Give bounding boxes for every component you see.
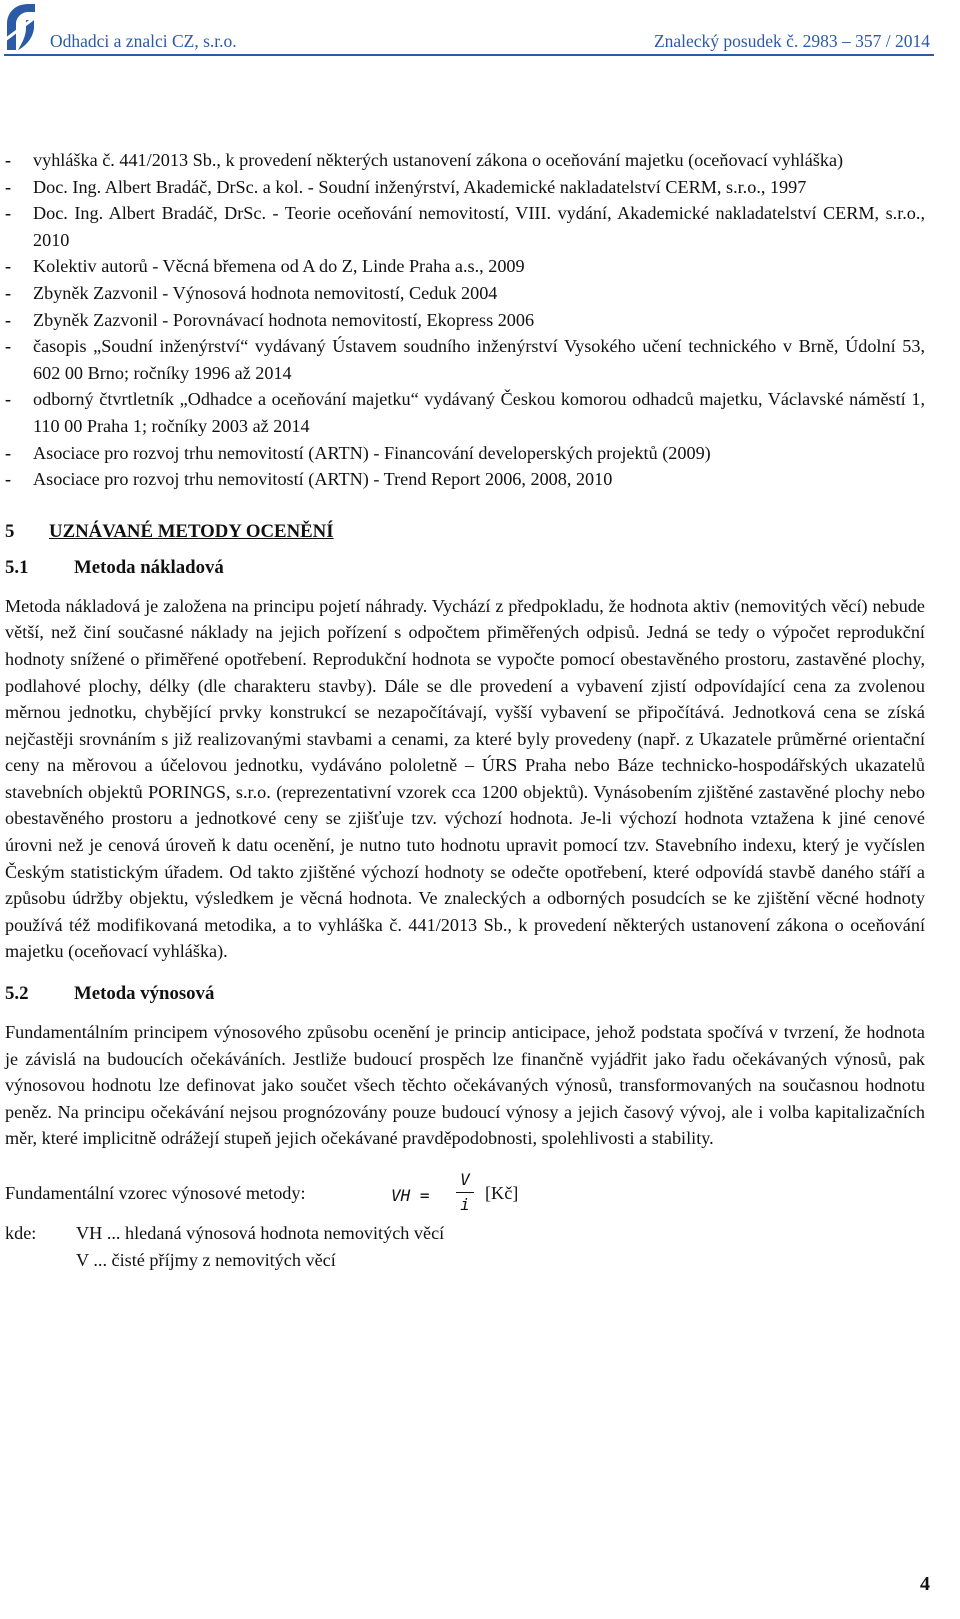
definition-row (5, 1247, 925, 1274)
cost-method-paragraph: Metoda nákladová je založena na principu pojetí náhrady. Vychází z předpokladu, že hodnota aktiv (nemovitých věcí) nebude větší, než činí současné náklady na jejich pořízení s odpočtem přiměřených odpisů. Jedná se tedy o výpočet reprodukční hodnoty snížené o přiměřené opotřebení. Reprodukční hodnota se vypočte pomocí obestavěného prostoru, zastavěné plochy, podlahové plochy, délky (dle charakteru stavby). Dále se dle provedení a vybavení zjistí odpovídající cena za zvolenou měrnou jednotku, chybějící prvky konstrukcí se nezapočítávají, vyšší vybavení se připočítává. Jednotková cena se získá nejčastěji srovnáním s již realizovanými stavbami a cenami, za které byly provedeny (např. z Ukazatele průměrné orientační ceny na měrovou a účelovou jednotku, vydáváno pololetně – ÚRS Praha nebo Báze technicko-hospodářských ukazatelů stavebních objektů PORINGS, s.r.o. (reprezentativní vzorek cca 1200 objektů). Vynásobením zjištěné zastavěné plochy nebo obestavěného prostoru a jednotkové ceny se zjišťuje tzv. výchozí hodnota. Je-li výchozí hodnota vztažena k jiné cenové úrovni než je cenová úroveň k datu ocenění, je nutno tuto hodnotu upravit pomocí tzv. Stavebního indexu, který je vyčíslen Českým statistickým úřadem. Od takto zjištěné výchozí hodnoty se odečte opotřebení, které odpovídá stavbě daného stáří a způsobu údržby objektu, výsledkem je věcná hodnota. Ve znaleckých a odborných posudcích se ke zjištění věcné hodnoty používá též modifikovaná metodika, a to vyhláška č. 441/2013 Sb., k provedení některých ustanovení zákona o oceňování majetku (oceňovací vyhláška). (5, 595, 925, 962)
reference-text: Kolektiv autorů - Věcná břemena od A do Z, Linde Praha a.s., 2009 (33, 256, 525, 277)
reference-text: Asociace pro rozvoj trhu nemovitostí (ARTN) - Financování developerských projektů (2009) (33, 442, 711, 463)
fraction-bar (456, 1192, 474, 1193)
reference-item (5, 200, 925, 253)
reference-text: Doc. Ing. Albert Bradáč, DrSc. a kol. - Soudní inženýrství, Akademické nakladatelství CERM, s.r.o., 1997 (33, 176, 807, 197)
reference-item (5, 253, 925, 280)
formula-denominator: i (460, 1195, 470, 1214)
list-dash: - (5, 442, 12, 463)
reference-text: vyhláška č. 441/2013 Sb., k provedení některých ustanovení zákona o oceňování majetku (oceňovací vyhláška) (33, 150, 844, 170)
reference-text: Doc. Ing. Albert Bradáč, DrSc. - Teorie oceňování nemovitostí, VIII. vydání, Akademické nakladatelství CERM, s.r.o., 2010 (33, 203, 925, 250)
list-dash: - (5, 469, 12, 490)
formula-numerator: V (460, 1170, 470, 1189)
list-dash: - (5, 389, 12, 410)
header-company-name: Odhadci a znalci CZ, s.r.o. (50, 31, 237, 51)
reference-item (5, 307, 925, 334)
formula-unit: [Kč] (485, 1183, 519, 1203)
list-dash: - (5, 176, 12, 197)
section-5-1-heading (5, 555, 925, 581)
subsection-title: Metoda nákladová (74, 556, 224, 578)
definition-row (5, 1220, 925, 1247)
page-header (0, 0, 960, 56)
section-5-2-heading (5, 981, 925, 1007)
list-dash: - (5, 203, 12, 224)
subsection-number: 5.1 (5, 556, 29, 578)
section-5-heading (5, 519, 925, 545)
formula-fraction (456, 1170, 474, 1215)
page-number: 4 (920, 1573, 930, 1595)
definitions-label: kde: (5, 1223, 37, 1243)
reference-item (5, 333, 925, 386)
formula-lhs: VH = (391, 1186, 430, 1205)
list-dash: - (5, 309, 12, 330)
reference-text: Zbyněk Zazvonil - Porovnávací hodnota nemovitostí, Ekopress 2006 (33, 309, 535, 330)
reference-item (5, 440, 925, 467)
definitions-label-spacer (5, 1247, 76, 1274)
reference-text: Asociace pro rozvoj trhu nemovitostí (ARTN) - Trend Report 2006, 2008, 2010 (33, 469, 613, 490)
list-dash: - (5, 150, 12, 170)
reference-text: Zbyněk Zazvonil - Výnosová hodnota nemovitostí, Ceduk 2004 (33, 282, 498, 303)
list-dash: - (5, 282, 12, 303)
definition-text: VH ... hledaná výnosová hodnota nemovitých věcí (76, 1223, 445, 1243)
header-divider (4, 54, 934, 56)
company-logo-icon (4, 2, 38, 52)
formula-row (5, 1170, 925, 1216)
reference-list (5, 147, 925, 493)
section-title: UZNÁVANÉ METODY OCENĚNÍ (49, 520, 334, 542)
section-number: 5 (5, 520, 15, 542)
reference-item (5, 466, 925, 493)
reference-item (5, 386, 925, 439)
reference-item (5, 174, 925, 201)
formula-label: Fundamentální vzorec výnosové metody: (5, 1183, 306, 1203)
list-dash: - (5, 256, 12, 277)
income-method-paragraph: Fundamentálním principem výnosového způsobu ocenění je princip anticipace, jehož podstata spočívá v tvrzení, že hodnota je závislá na budoucích očekáváních. Jestliže budoucí prospěch lze finančně vyjádřit jako řadu očekávaných výnosů, pak výnosovou hodnotu lze definovat jako součet všech těchto očekávaných výnosů, transformovaných na současnou hodnotu peněz. Na principu očekávání nejsou prognózovány pouze budoucí výnosy a jejich časový vývoj, ale i volba kapitalizačních měr, které implicitně odrážejí stupeň jejich očekávané pravděpodobnosti, spolehlivosti a stability. (5, 1022, 925, 1149)
reference-text: časopis „Soudní inženýrství“ vydávaný Ústavem soudního inženýrství Vysokého učení technického v Brně, Údolní 53, 602 00 Brno; ročníky 1996 až 2014 (33, 336, 925, 383)
header-report-number: Znalecký posudek č. 2983 – 357 / 2014 (653, 31, 930, 51)
reference-item (5, 280, 925, 307)
definitions-block (5, 1220, 925, 1273)
subsection-number: 5.2 (5, 983, 29, 1005)
reference-text: odborný čtvrtletník „Odhadce a oceňování majetku“ vydávaný Českou komorou odhadců majetku, Václavské náměstí 1, 110 00 Praha 1; ročníky 2003 až 2014 (33, 389, 925, 436)
definition-text: V ... čisté příjmy z nemovitých věcí (76, 1249, 336, 1270)
subsection-title: Metoda výnosová (74, 983, 215, 1005)
list-dash: - (5, 336, 12, 357)
reference-item (5, 147, 925, 174)
page-content (5, 147, 925, 1273)
